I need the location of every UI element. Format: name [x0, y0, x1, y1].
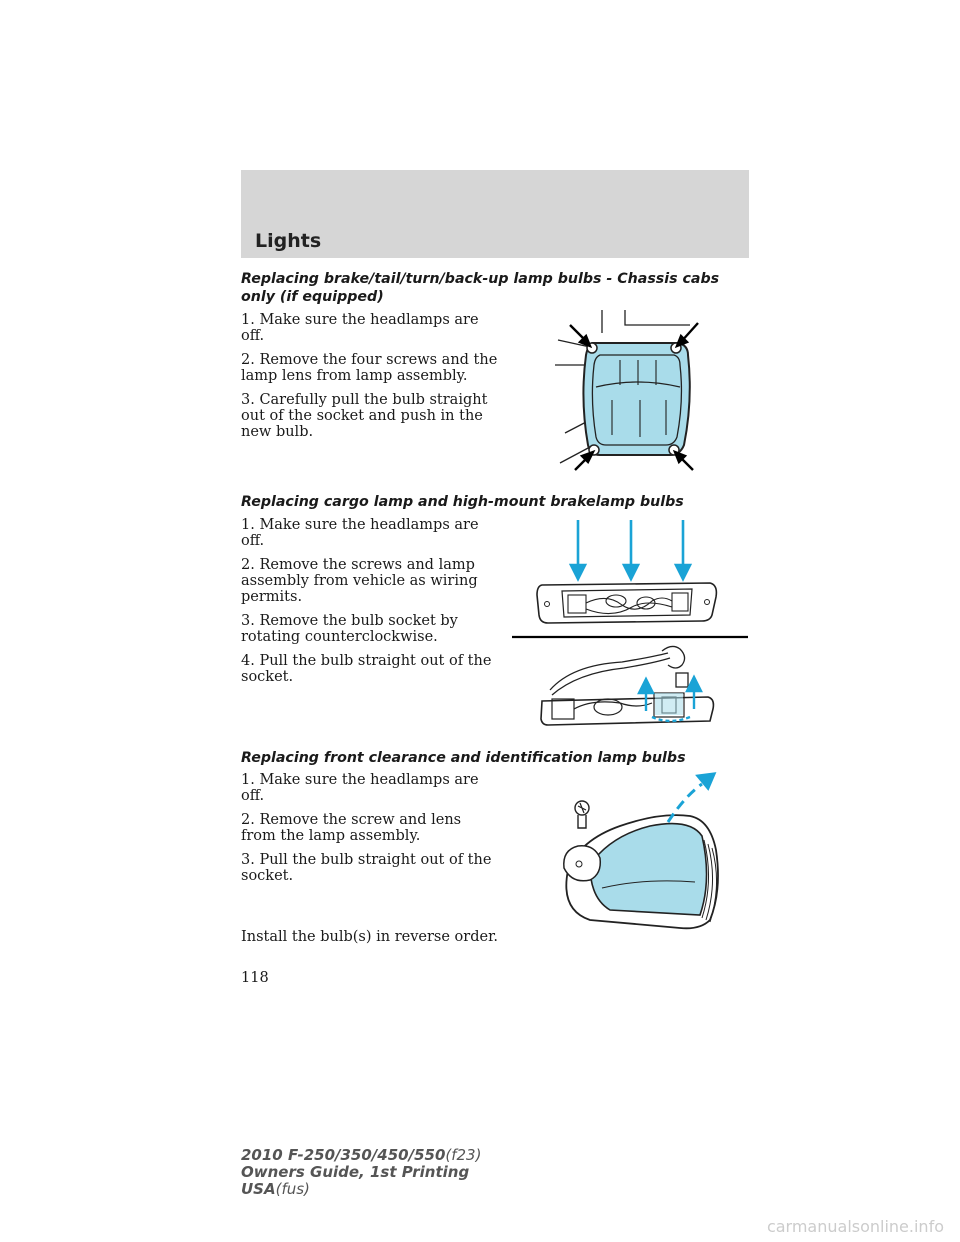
step-2: 2. Remove the screws and lamp assembly from vehicle as wiring permits. — [241, 557, 478, 605]
footer-model-code: (f23) — [445, 1146, 482, 1164]
section-heading-clearance-lamp: Replacing front clearance and identification lamp bulbs — [241, 750, 686, 766]
section-header-band — [241, 170, 749, 258]
cargo-lamp-illustration — [512, 515, 748, 730]
step-3: 3. Carefully pull the bulb straight out of the socket and push in the new bulb. — [241, 392, 488, 440]
closing-instruction: Install the bulb(s) in reverse order. — [241, 929, 499, 945]
steps-cargo-lamp — [241, 517, 499, 693]
clearance-lamp-illustration — [550, 770, 730, 935]
step-3: 3. Pull the bulb straight out of the socket. — [241, 852, 492, 884]
steps-clearance-lamp — [241, 772, 499, 892]
document-footer — [241, 1147, 481, 1198]
step-2: 2. Remove the four screws and the lamp lens from lamp assembly. — [241, 352, 498, 384]
watermark: carmanualsonline.info — [766, 1217, 944, 1236]
section-heading-cargo-lamp: Replacing cargo lamp and high-mount brakelamp bulbs — [241, 494, 684, 510]
footer-region-code: (fus) — [275, 1180, 310, 1198]
step-3: 3. Remove the bulb socket by rotating counterclockwise. — [241, 613, 458, 645]
step-1: 1. Make sure the headlamps are off. — [241, 772, 479, 804]
page-number: 118 — [241, 970, 269, 986]
step-1: 1. Make sure the headlamps are off. — [241, 517, 479, 549]
section-title: Lights — [255, 230, 322, 252]
brake-tail-lamp-illustration — [550, 305, 705, 475]
step-2: 2. Remove the screw and lens from the lamp assembly. — [241, 812, 462, 844]
footer-model: 2010 F-250/350/450/550 — [241, 1146, 446, 1164]
footer-guide: Owners Guide, 1st Printing — [241, 1163, 470, 1181]
step-4: 4. Pull the bulb straight out of the socket. — [241, 653, 492, 685]
section-heading-brake-tail-lamps: Replacing brake/tail/turn/back-up lamp bulbs - Chassis cabs only (if equipped) — [241, 271, 720, 305]
step-1: 1. Make sure the headlamps are off. — [241, 312, 479, 344]
steps-brake-tail-lamps — [241, 312, 499, 448]
footer-region: USA — [241, 1180, 276, 1198]
